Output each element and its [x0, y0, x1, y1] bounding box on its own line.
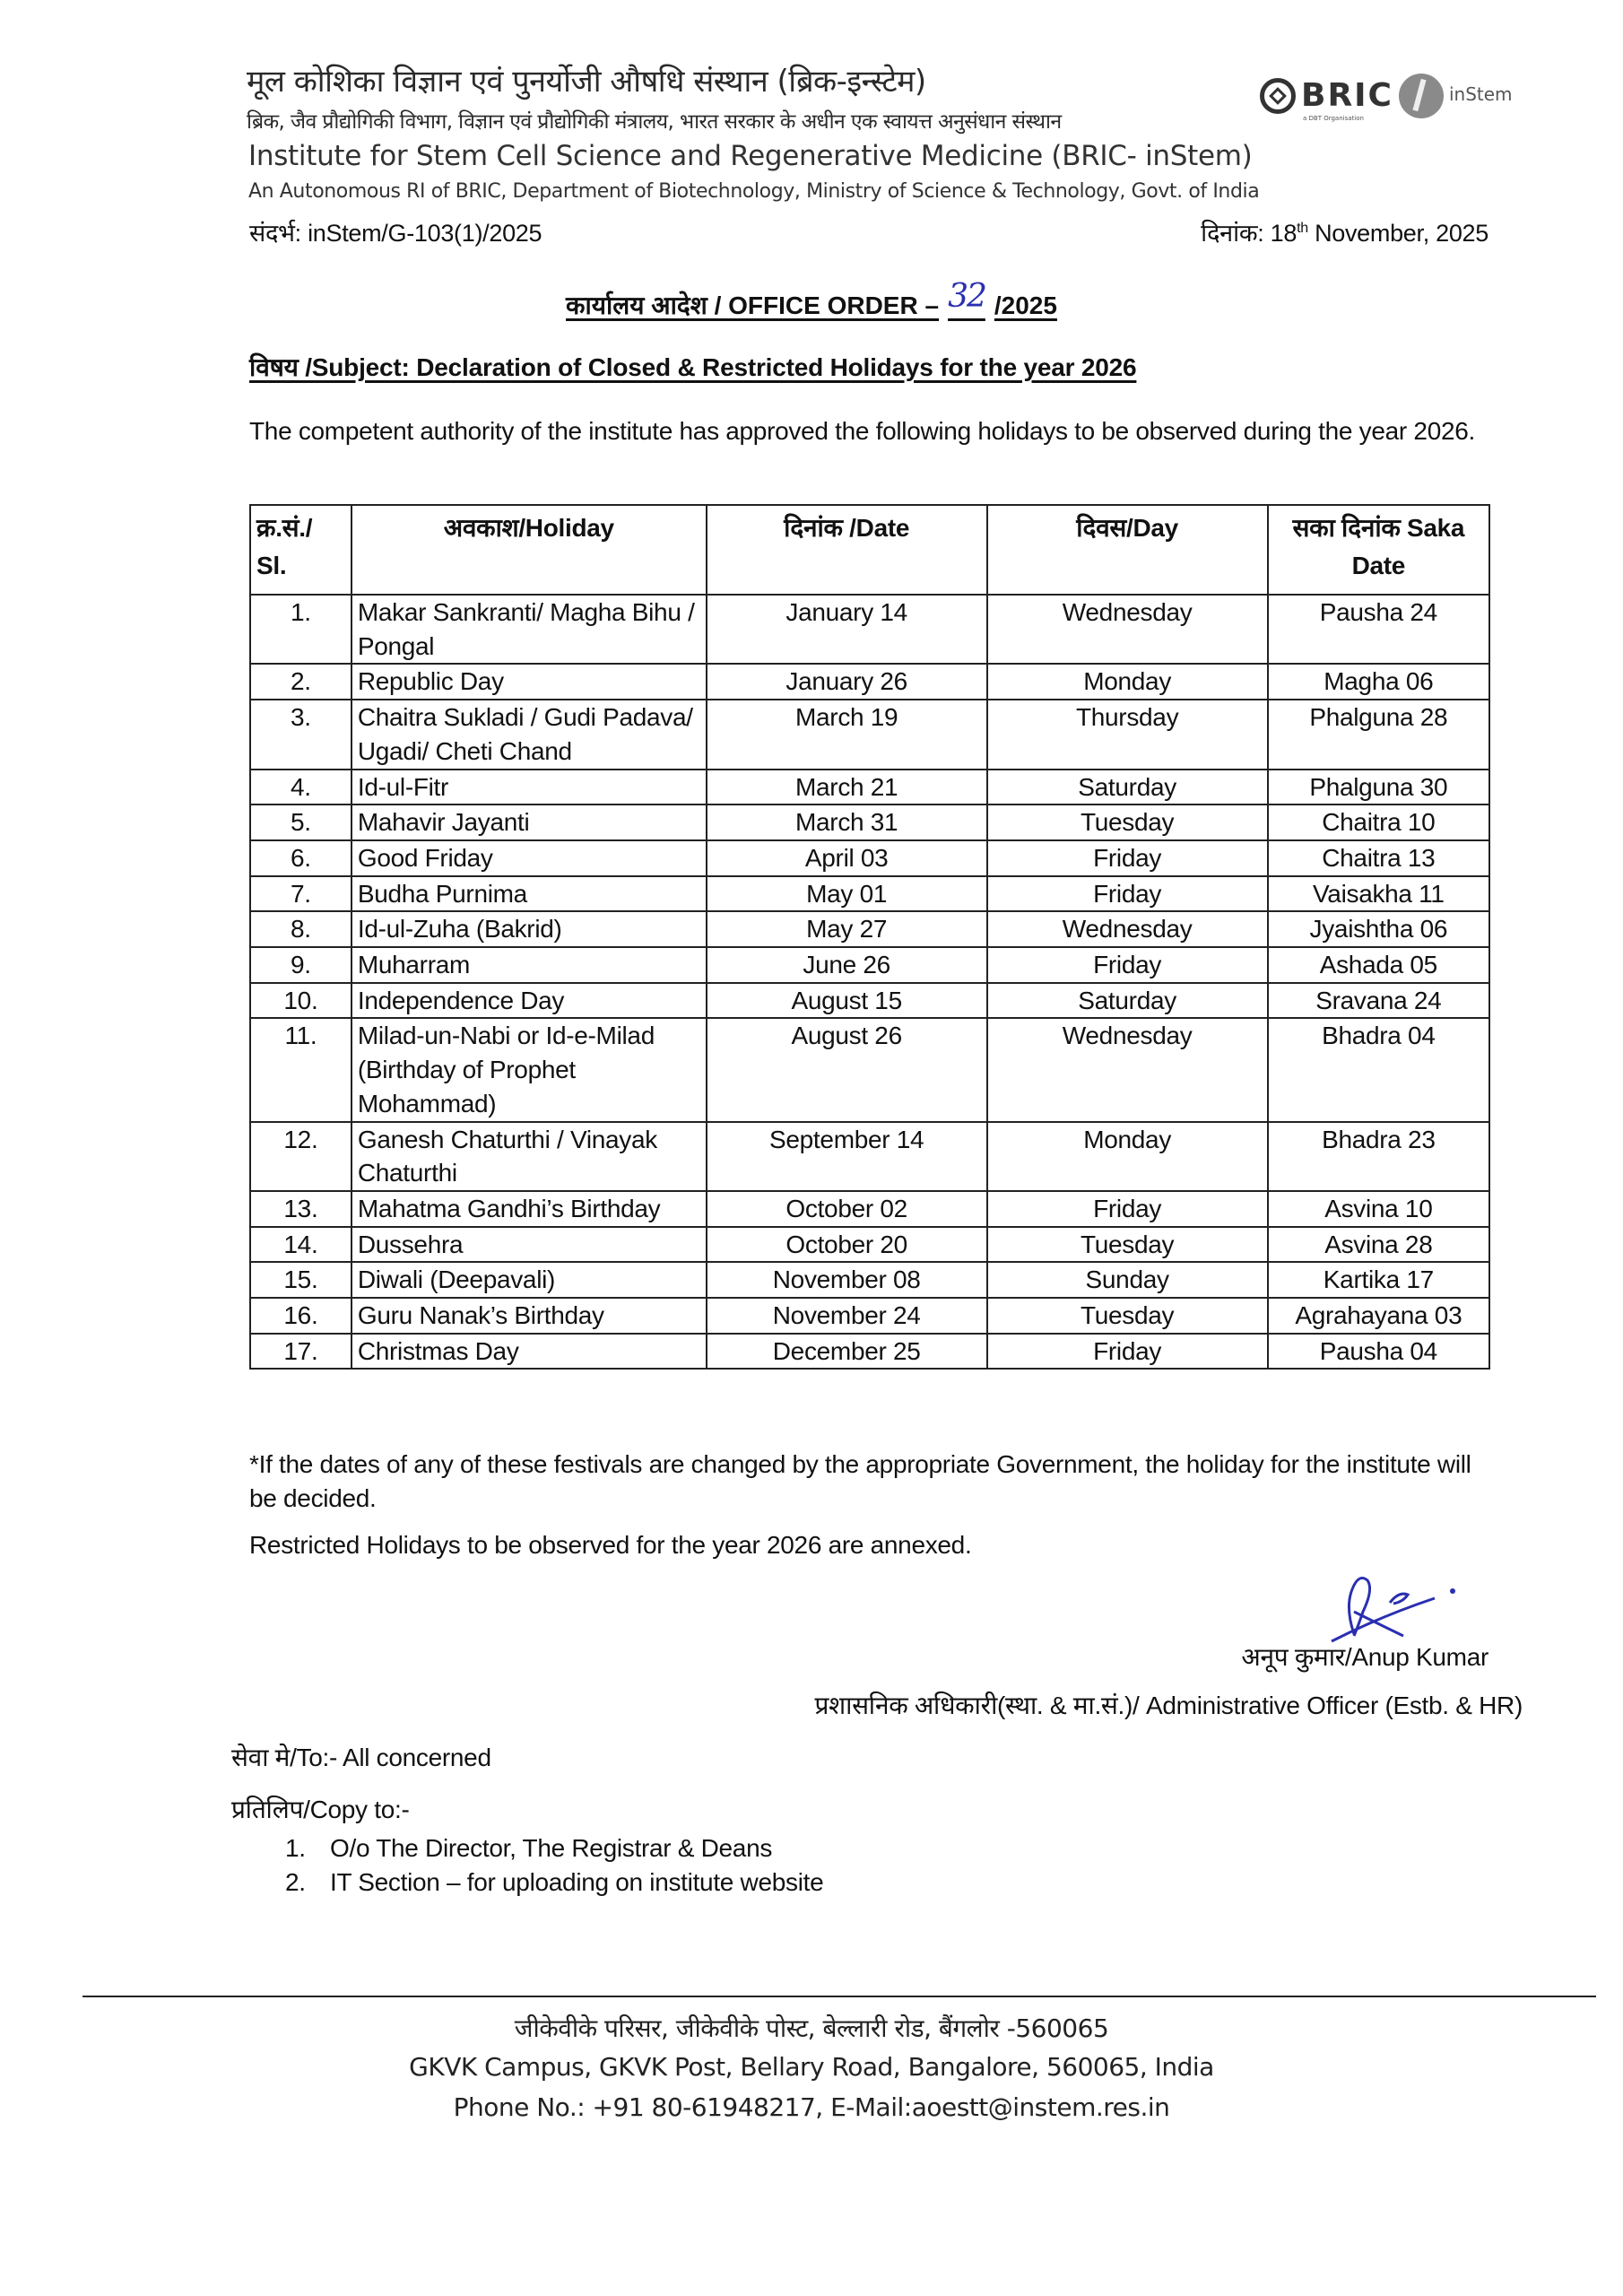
signatory-designation: प्रशासनिक अधिकारी(स्था. & मा.सं.)/ Administrative Officer (Estb. & HR) [814, 1692, 1523, 1719]
date-cell: November 24 [707, 1298, 987, 1334]
day-cell: Saturday [987, 983, 1268, 1019]
holiday-table [249, 504, 1490, 1370]
sl-cell: 8. [250, 911, 352, 947]
saka-date-cell: Asvina 10 [1268, 1191, 1489, 1227]
day-cell: Friday [987, 1334, 1268, 1370]
holiday-cell: Diwali (Deepavali) [352, 1262, 707, 1298]
table-row [250, 700, 1489, 769]
table-row [250, 770, 1489, 805]
sl-cell: 15. [250, 1262, 352, 1298]
saka-date-cell: Pausha 04 [1268, 1334, 1489, 1370]
reference-number [249, 215, 542, 248]
date-cell: April 03 [707, 840, 987, 876]
handwritten-order-number: 32 [948, 278, 985, 315]
sl-cell: 5. [250, 804, 352, 840]
footer-contact: Phone No.: +91 80-61948217, E-Mail:aoestt@instem.res.in [453, 2092, 1170, 2122]
holiday-cell: Muharram [352, 947, 707, 983]
date-cell: October 02 [707, 1191, 987, 1227]
bric-logo [1301, 77, 1393, 122]
holiday-cell: Mahavir Jayanti [352, 804, 707, 840]
subject-line: विषय /Subject: Declaration of Closed & Restricted Holidays for the year 2026 [249, 353, 1137, 381]
reference-label: संदर्भ: [249, 220, 301, 247]
signatory-name: अनूप कुमार/Anup Kumar [1241, 1643, 1488, 1671]
sl-cell: 12. [250, 1122, 352, 1191]
date-cell: August 26 [707, 1018, 987, 1121]
day-cell: Friday [987, 947, 1268, 983]
day-cell: Friday [987, 876, 1268, 912]
sl-cell: 11. [250, 1018, 352, 1121]
table-row [250, 947, 1489, 983]
table-row [250, 804, 1489, 840]
sl-cell: 10. [250, 983, 352, 1019]
day-cell: Wednesday [987, 595, 1268, 664]
day-cell: Friday [987, 1191, 1268, 1227]
footer-divider [82, 1996, 1596, 1997]
saka-date-cell: Magha 06 [1268, 664, 1489, 700]
date-cell: March 21 [707, 770, 987, 805]
date-rest: November, 2025 [1315, 220, 1488, 247]
day-cell: Tuesday [987, 804, 1268, 840]
holiday-cell: Id-ul-Zuha (Bakrid) [352, 911, 707, 947]
letterhead-hindi-subtitle: ब्रिक, जैव प्रौद्योगिकी विभाग, विज्ञान एवं प्रौद्योगिकी मंत्रालय, भारत सरकार के अधीन एक स्वायत्त अनुसंधान संस्थान [247, 110, 1062, 134]
holiday-cell: Good Friday [352, 840, 707, 876]
table-row [250, 1227, 1489, 1263]
sl-cell: 17. [250, 1334, 352, 1370]
saka-date-cell: Kartika 17 [1268, 1262, 1489, 1298]
date-change-note: *If the dates of any of these festivals are changed by the appropriate Government, the holiday for the institute will be decided. [249, 1450, 1471, 1512]
holiday-cell: Makar Sankranti/ Magha Bihu / Pongal [352, 595, 707, 664]
sl-cell: 2. [250, 664, 352, 700]
table-header-row [250, 505, 1489, 595]
day-cell: Wednesday [987, 1018, 1268, 1121]
copy-to-label: प्रतिलिप/Copy to:- [231, 1796, 410, 1823]
signature-mark [1318, 1571, 1480, 1643]
saka-date-cell: Jyaishtha 06 [1268, 911, 1489, 947]
letterhead-english-subtitle: An Autonomous RI of BRIC, Department of Biotechnology, Ministry of Science & Technology, Govt. of India [248, 180, 1260, 203]
sl-cell: 1. [250, 595, 352, 664]
holiday-cell: Chaitra Sukladi / Gudi Padava/ Ugadi/ Cheti Chand [352, 700, 707, 769]
holiday-cell: Mahatma Gandhi’s Birthday [352, 1191, 707, 1227]
date-cell: November 08 [707, 1262, 987, 1298]
saka-date-cell: Phalguna 28 [1268, 700, 1489, 769]
sl-cell: 4. [250, 770, 352, 805]
date-cell: December 25 [707, 1334, 987, 1370]
holiday-cell: Id-ul-Fitr [352, 770, 707, 805]
footer-address: GKVK Campus, GKVK Post, Bellary Road, Bangalore, 560065, India [409, 2052, 1214, 2082]
date-cell: October 20 [707, 1227, 987, 1263]
day-cell: Tuesday [987, 1298, 1268, 1334]
day-cell: Monday [987, 664, 1268, 700]
copy-item-number: 1. [285, 1834, 306, 1862]
intro-paragraph: The competent authority of the institute has approved the following holidays to be observed during the year 2026. [249, 417, 1475, 445]
day-cell: Thursday [987, 700, 1268, 769]
sl-cell: 6. [250, 840, 352, 876]
date-cell: May 27 [707, 911, 987, 947]
saka-date-cell: Sravana 24 [1268, 983, 1489, 1019]
order-prefix: कार्यालय आदेश / OFFICE ORDER – [566, 291, 940, 319]
table-row [250, 1191, 1489, 1227]
day-cell: Friday [987, 840, 1268, 876]
holiday-cell: Milad-un-Nabi or Id-e-Milad (Birthday of Prophet Mohammad) [352, 1018, 707, 1121]
date-cell: June 26 [707, 947, 987, 983]
table-row [250, 1262, 1489, 1298]
sl-cell: 16. [250, 1298, 352, 1334]
saka-date-cell: Ashada 05 [1268, 947, 1489, 983]
copy-to-item [285, 1831, 823, 1866]
sl-cell: 7. [250, 876, 352, 912]
saka-date-cell: Chaitra 10 [1268, 804, 1489, 840]
institute-logos [1260, 65, 1529, 127]
table-row [250, 983, 1489, 1019]
holiday-cell: Budha Purnima [352, 876, 707, 912]
holiday-cell: Independence Day [352, 983, 707, 1019]
date-label: दिनांक: [1201, 220, 1264, 247]
saka-date-cell: Bhadra 23 [1268, 1122, 1489, 1191]
saka-date-cell: Agrahayana 03 [1268, 1298, 1489, 1334]
saka-date-cell: Phalguna 30 [1268, 770, 1489, 805]
saka-date-cell: Asvina 28 [1268, 1227, 1489, 1263]
saka-date-cell: Vaisakha 11 [1268, 876, 1489, 912]
day-cell: Tuesday [987, 1227, 1268, 1263]
date-cell: January 14 [707, 595, 987, 664]
date-day: 18 [1270, 220, 1298, 247]
sl-cell: 9. [250, 947, 352, 983]
header-date: दिनांक /Date [707, 505, 987, 595]
copy-item-text: IT Section – for uploading on institute website [330, 1868, 824, 1896]
holiday-cell: Guru Nanak’s Birthday [352, 1298, 707, 1334]
header-saka-date: सका दिनांक Saka Date [1268, 505, 1489, 595]
sl-cell: 13. [250, 1191, 352, 1227]
instem-logo [1449, 85, 1521, 107]
date-cell: August 15 [707, 983, 987, 1019]
sl-cell: 14. [250, 1227, 352, 1263]
table-row [250, 1298, 1489, 1334]
date-cell: March 31 [707, 804, 987, 840]
header-day: दिवस/Day [987, 505, 1268, 595]
day-cell: Saturday [987, 770, 1268, 805]
holiday-cell: Ganesh Chaturthi / Vinayak Chaturthi [352, 1122, 707, 1191]
footer-hindi-address: जीकेवीके परिसर, जीकेवीके पोस्ट, बेल्लारी रोड, बैंगलोर -560065 [514, 2013, 1109, 2043]
order-suffix: /2025 [994, 291, 1057, 319]
copy-to-item [285, 1866, 823, 1900]
header-sl: क्र.सं./ Sl. [250, 505, 352, 595]
sl-cell: 3. [250, 700, 352, 769]
saka-date-cell: Chaitra 13 [1268, 840, 1489, 876]
bric-logo-text: BRIC [1301, 77, 1393, 114]
copy-item-number: 2. [285, 1868, 306, 1896]
header-holiday: अवकाश/Holiday [352, 505, 707, 595]
letterhead-english-title: Institute for Stem Cell Science and Regenerative Medicine (BRIC- inStem) [248, 140, 1253, 172]
table-row [250, 1018, 1489, 1121]
day-cell: Sunday [987, 1262, 1268, 1298]
bric-hexagon-icon [1260, 78, 1296, 114]
date-cell: January 26 [707, 664, 987, 700]
letterhead-hindi-title: मूल कोशिका विज्ञान एवं पुनर्योजी औषधि संस्थान (ब्रिक-इन्स्टेम) [247, 64, 926, 100]
document-date [1201, 215, 1488, 248]
instem-emblem-icon [1399, 74, 1444, 118]
addressee-line: सेवा मे/To:- All concerned [231, 1744, 491, 1771]
table-row [250, 840, 1489, 876]
holiday-cell: Christmas Day [352, 1334, 707, 1370]
reference-value: inStem/G-103(1)/2025 [308, 220, 542, 247]
instem-logo-text: inStem [1448, 83, 1513, 105]
table-row [250, 911, 1489, 947]
annex-note: Restricted Holidays to be observed for the year 2026 are annexed. [249, 1531, 972, 1559]
table-row [250, 664, 1489, 700]
copy-to-list [285, 1831, 823, 1900]
office-order-title [0, 278, 1623, 322]
table-row [250, 1122, 1489, 1191]
table-row [250, 876, 1489, 912]
table-row [250, 1334, 1489, 1370]
holiday-cell: Republic Day [352, 664, 707, 700]
copy-item-text: O/o The Director, The Registrar & Deans [330, 1834, 773, 1862]
bric-logo-tagline: a DBT Organisation [1303, 115, 1364, 122]
day-cell: Monday [987, 1122, 1268, 1191]
date-cell: September 14 [707, 1122, 987, 1191]
holiday-cell: Dussehra [352, 1227, 707, 1263]
day-cell: Wednesday [987, 911, 1268, 947]
table-row [250, 595, 1489, 664]
date-cell: March 19 [707, 700, 987, 769]
saka-date-cell: Pausha 24 [1268, 595, 1489, 664]
date-cell: May 01 [707, 876, 987, 912]
date-suffix: th [1297, 221, 1308, 236]
saka-date-cell: Bhadra 04 [1268, 1018, 1489, 1121]
